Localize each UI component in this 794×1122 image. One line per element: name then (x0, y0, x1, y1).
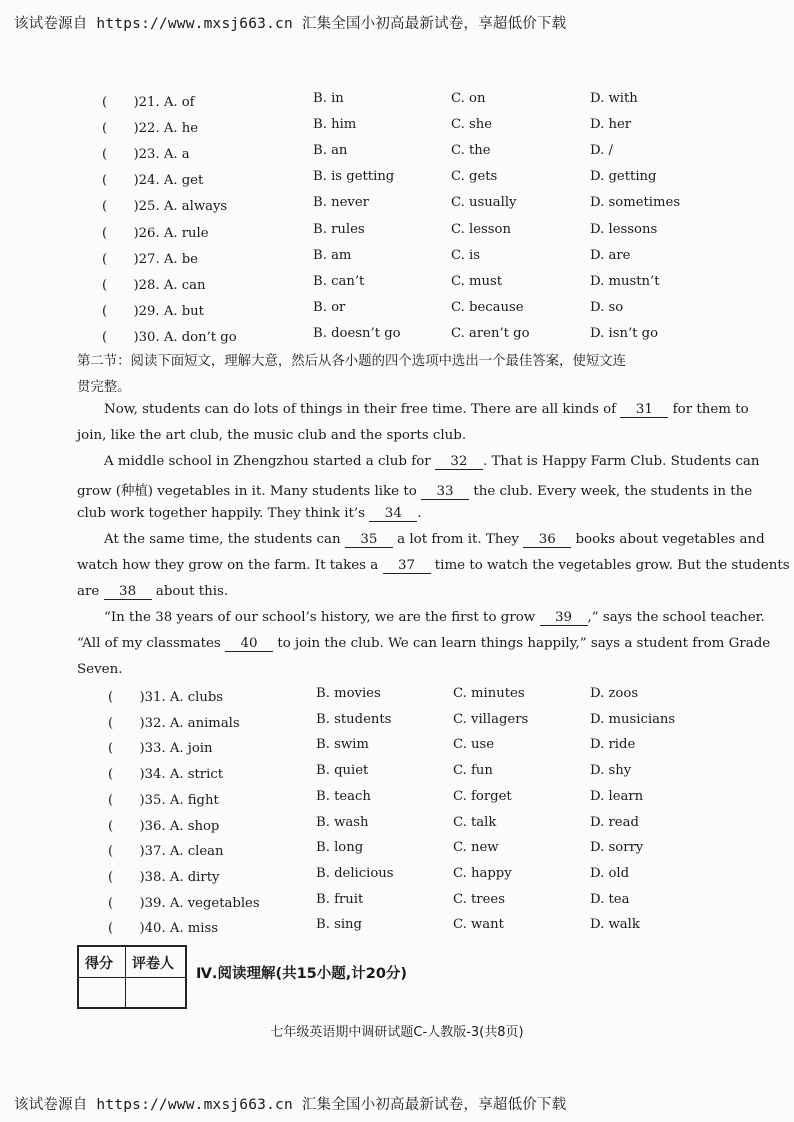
question-option-a: ( )24. A. get (102, 173, 204, 189)
passage-line: “In the 38 years of our school’s history, we are the first to grow 39 ,” says the school teacher. (104, 610, 765, 625)
question-option-c: C. talk (453, 814, 497, 830)
source-banner-top: 该试卷源自 https://www.mxsj663.cn 汇集全国小初高最新试卷，享超低价下载 (14, 16, 567, 32)
question-option-b: B. is getting (313, 169, 395, 185)
question-option-b: B. students (316, 711, 392, 727)
question-option-a: ( )25. A. always (102, 199, 228, 215)
question-option-c: C. because (451, 299, 524, 315)
question-option-d: D. ride (590, 737, 636, 753)
question-option-d: D. getting (590, 169, 657, 185)
question-option-a: ( )34. A. strict (108, 767, 224, 783)
question-option-c: C. fun (453, 763, 493, 779)
passage-line: grow (种植) vegetables in it. Many students like to 33 the club. Every week, the students in the (77, 484, 753, 499)
question-option-b: B. long (316, 840, 364, 856)
score-box (77, 945, 187, 1009)
question-option-a: ( )21. A. of (102, 95, 195, 110)
question-option-a: ( )35. A. fight (108, 792, 219, 808)
blank-38: 38 (104, 584, 152, 600)
blank-31: 31 (620, 402, 668, 418)
blank-40: 40 (225, 636, 273, 652)
passage-line: A middle school in Zhengzhou started a club for 32 . That is Happy Farm Club. Students can (104, 454, 760, 469)
question-option-a: ( )26. A. rule (102, 225, 209, 241)
passage-line: At the same time, the students can 35 a lot from it. They 36 books about vegetables and (104, 532, 765, 547)
grader-label: 评卷人 (132, 956, 174, 972)
passage-line: Seven. (77, 662, 123, 677)
question-option-b: B. can’t (313, 273, 365, 289)
question-option-c: C. aren’t go (451, 325, 530, 341)
question-option-b: B. wash (316, 814, 369, 830)
question-option-d: D. sometimes (590, 195, 681, 211)
question-option-c: C. forget (453, 788, 512, 804)
question-option-c: C. is (451, 247, 480, 263)
question-option-d: D. read (590, 814, 639, 830)
question-option-d: D. shy (590, 763, 632, 779)
question-option-b: B. an (313, 143, 348, 159)
question-option-c: C. want (453, 917, 504, 933)
question-option-d: D. learn (590, 788, 644, 804)
question-option-c: C. on (451, 91, 486, 106)
question-option-a: ( )32. A. animals (108, 715, 240, 731)
question-option-c: C. new (453, 840, 499, 856)
score-label: 得分 (85, 956, 113, 972)
question-option-b: B. never (313, 195, 369, 211)
question-option-c: C. happy (453, 865, 512, 881)
question-option-d: D. her (590, 117, 632, 133)
question-option-b: B. him (313, 117, 357, 133)
question-option-d: D. old (590, 865, 630, 881)
question-option-c: C. trees (453, 891, 505, 907)
question-option-b: B. delicious (316, 865, 394, 881)
question-option-c: C. use (453, 737, 495, 753)
blank-34: 34 (369, 506, 417, 522)
question-option-d: D. so (590, 299, 624, 315)
question-option-c: C. gets (451, 169, 498, 185)
question-option-c: C. usually (451, 195, 517, 211)
passage-line: join, like the art club, the music club and the sports club. (77, 428, 467, 443)
question-option-a: ( )39. A. vegetables (108, 895, 260, 911)
blank-37: 37 (383, 558, 431, 574)
question-option-b: B. am (313, 247, 352, 263)
question-option-b: B. teach (316, 788, 371, 804)
question-option-c: C. villagers (453, 711, 529, 727)
question-option-c: C. she (451, 117, 493, 133)
passage-line: are 38 about this. (77, 584, 229, 599)
question-option-d: D. walk (590, 917, 640, 933)
question-option-b: B. in (313, 91, 344, 106)
question-option-d: D. zoos (590, 686, 639, 701)
blank-36: 36 (523, 532, 571, 548)
question-option-a: ( )22. A. he (102, 121, 199, 137)
question-option-d: D. are (590, 247, 631, 263)
question-option-a: ( )28. A. can (102, 277, 206, 293)
question-option-d: D. musicians (590, 711, 676, 727)
blank-39: 39 (540, 610, 588, 626)
question-option-a: ( )38. A. dirty (108, 869, 220, 885)
section2-instruction-line1: 第二节：阅读下面短文，理解大意，然后从各小题的四个选项中选出一个最佳答案，使短文连 (77, 354, 627, 369)
passage-line: Now, students can do lots of things in their free time. There are all kinds of 31 for them to (104, 402, 749, 417)
passage-line: watch how they grow on the farm. It takes a 37 time to watch the vegetables grow. But the students (77, 558, 790, 573)
blank-32: 32 (435, 454, 483, 470)
question-option-a: ( )37. A. clean (108, 844, 224, 860)
question-option-b: B. sing (316, 917, 362, 933)
question-option-a: ( )30. A. don’t go (102, 329, 237, 345)
section4-heading: Ⅳ.阅读理解(共15小题,计20分) (196, 966, 408, 982)
question-option-c: C. lesson (451, 221, 511, 237)
passage-line: club work together happily. They think it’s 34 . (77, 506, 422, 521)
page-footer: 七年级英语期中调研试题C-人教版-3(共8页) (270, 1025, 524, 1040)
question-option-a: ( )29. A. but (102, 303, 204, 319)
question-option-b: B. rules (313, 221, 365, 237)
question-option-b: B. movies (316, 686, 381, 701)
question-option-c: C. the (451, 143, 491, 159)
question-option-d: D. mustn’t (590, 273, 660, 289)
question-option-a: ( )27. A. be (102, 251, 198, 267)
question-option-d: D. tea (590, 891, 630, 907)
question-option-d: D. lessons (590, 221, 658, 237)
passage-line: “All of my classmates 40 to join the club. We can learn things happily,” says a student from Grade (77, 636, 771, 651)
source-banner-bottom: 该试卷源自 https://www.mxsj663.cn 汇集全国小初高最新试卷，享超低价下载 (14, 1097, 567, 1113)
question-option-c: C. minutes (453, 686, 525, 701)
question-option-b: B. fruit (316, 891, 364, 907)
question-option-b: B. swim (316, 737, 369, 753)
question-option-d: D. sorry (590, 840, 644, 856)
question-option-c: C. must (451, 273, 503, 289)
section2-instruction-line2: 贯完整。 (77, 380, 131, 395)
question-option-a: ( )40. A. miss (108, 921, 218, 937)
blank-33: 33 (421, 484, 469, 500)
question-option-a: ( )23. A. a (102, 147, 190, 163)
question-option-a: ( )36. A. shop (108, 818, 220, 834)
question-option-b: B. quiet (316, 763, 369, 779)
question-option-a: ( )31. A. clubs (108, 690, 224, 705)
question-option-d: D. with (590, 91, 638, 106)
question-option-a: ( )33. A. join (108, 741, 213, 757)
blank-35: 35 (345, 532, 393, 548)
question-option-d: D. / (590, 143, 613, 159)
question-option-b: B. or (313, 299, 346, 315)
question-option-b: B. doesn’t go (313, 325, 401, 341)
question-option-d: D. isn’t go (590, 325, 659, 341)
